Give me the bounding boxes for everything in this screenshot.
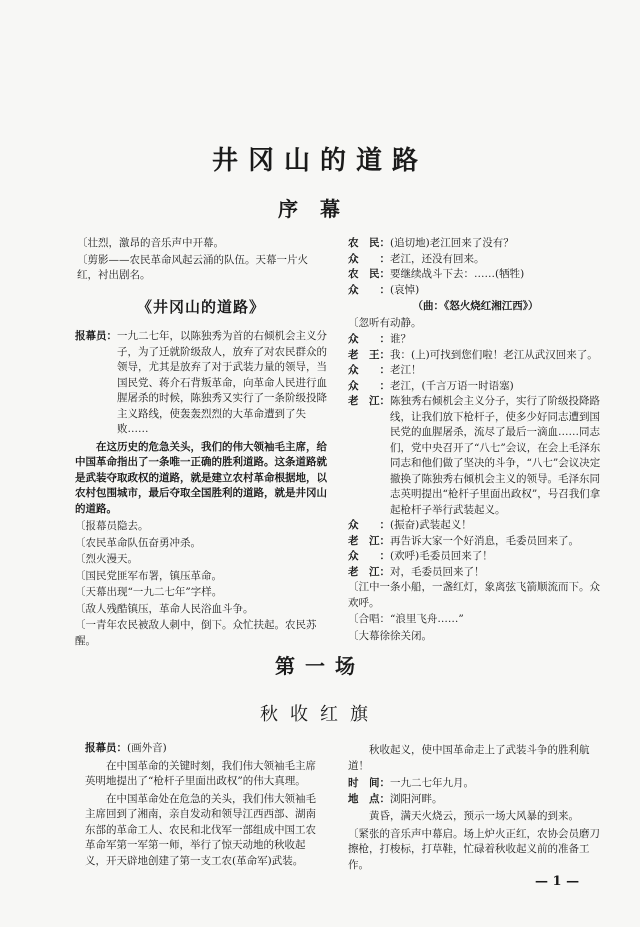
dialogue-line — [348, 283, 603, 299]
speaker-text: 再告诉大家一个好消息，毛委员回来了。 — [390, 534, 579, 547]
speaker-name: 众 ： — [348, 379, 390, 392]
speaker-text: (追切地)老江回来了没有？ — [390, 237, 514, 249]
dialogue-line — [348, 534, 603, 550]
speaker-name: 众 ： — [348, 283, 390, 296]
speaker-text: 浏阳河畔。 — [390, 792, 443, 805]
stage-direction: 〔报幕员隐去。 — [75, 520, 149, 532]
stage-direction: 〔江中一条小船，一盏红灯，象离弦飞箭顺流而下。众欢呼。 — [348, 581, 600, 609]
dialogue-line — [348, 379, 603, 395]
speaker-name: 老 江： — [348, 534, 390, 547]
stage-direction: 〔一青年农民被敌人刺中，倒下。众忙扶起。农民苏醒。 — [75, 619, 317, 647]
time-line — [348, 776, 603, 792]
speaker-text: 陈独秀右倾机会主义分子，实行了阶级投降路线，让我们放下枪杆子，使多少好同志遭到国民党的血腥屠杀，流尽了最后一滴血……同志们，党中央召开了“八七”会议，在会上毛泽东同志和他们做了坚决的斗争，“八七”会议决定撤换了陈独秀右倾机会主义的领导。毛泽东同志英明提出“枪杆子里面出政权”，号召我们拿起枪杆子举行武装起义。 — [390, 395, 601, 516]
dialogue-line — [348, 363, 603, 379]
speaker-name: 众 ： — [348, 364, 390, 376]
stage-direction: 〔农民革命队伍奋勇冲杀。 — [75, 536, 201, 549]
speaker-text: 对，毛委员回来了！ — [390, 565, 485, 578]
speaker-text: 老江，(千言万语一时语塞) — [390, 379, 514, 392]
speaker-name: 时 间： — [348, 777, 390, 789]
narrator-line — [85, 741, 325, 757]
stage-direction: 〔天幕出现“一九二七年”字样。 — [75, 586, 223, 598]
stage-direction: 〔紧张的音乐声中幕启。场上炉火正红，农协会员磨刀擦枪，打梭标，打草鞋，忙碌着秋收起义前的准备工作。 — [348, 827, 600, 871]
narration-paragraph: 秋收起义，使中国革命走上了武装斗争的胜利航道！ — [348, 744, 590, 772]
prologue-left-column — [75, 236, 327, 650]
stage-direction: 〔烈火漫天。 — [75, 553, 138, 565]
speaker-text: (欢呼)毛委员回来了！ — [390, 550, 493, 562]
dialogue-line — [348, 394, 603, 518]
dialogue-line — [348, 236, 603, 252]
speaker-name: 农 民： — [348, 237, 390, 249]
speaker-text: 老江，还没有回来。 — [390, 252, 485, 265]
narrator-line — [75, 329, 327, 438]
scene-heading: 第一场 — [275, 654, 365, 678]
prologue-right-column — [348, 236, 603, 645]
speaker-name: 众 ： — [348, 252, 390, 265]
drama-subtitle: 《井冈山的道路》 — [136, 297, 265, 316]
dialogue-line — [348, 332, 603, 348]
stage-direction: 〔合唱：“浪里飞舟……” — [348, 613, 464, 625]
prologue-heading: 序幕 — [278, 197, 362, 221]
narration-paragraph: 在中国革命处在危急的关头，我们伟大领袖毛主席回到了湘南，亲自发动和领导江西西部、湖南东部的革命工人、农民和北伐军一部组成中国工农革命军第一军第一师，举行了惊天动地的秋收起义，开天辟地创建了第一支工农(革命军)武装。 — [85, 792, 316, 867]
speaker-text: 要继续战斗下去：……(牺牲) — [390, 268, 525, 280]
stage-direction: 〔忽听有动静。 — [348, 316, 422, 329]
dialogue-line — [348, 565, 603, 581]
stage-direction: 〔国民党匪军布署，镇压革命。 — [75, 569, 222, 582]
narration-paragraph: 黄昏，满天火烧云，预示一场大风暴的到来。 — [369, 810, 579, 822]
stage-direction: 〔敌人残酷镇压，革命人民浴血斗争。 — [75, 602, 254, 615]
speaker-name: 农 民： — [348, 268, 390, 280]
speaker-name: 众 ： — [348, 333, 390, 345]
narration-paragraph: 在中国革命的关键时刻，我们伟大领袖毛主席英明地提出了“枪杆子里面出政权”的伟大真理。 — [85, 759, 316, 787]
speaker-text: 我：(上)可找到您们啦！老江从武汉回来了。 — [390, 348, 598, 361]
speaker-text: 一九二七年九月。 — [390, 777, 474, 789]
scene-right-column — [348, 741, 603, 874]
dialogue-line — [348, 518, 603, 534]
speaker-name: 老 王： — [348, 348, 390, 361]
speaker-name: 众 ： — [348, 519, 390, 531]
speaker-name: 地 点： — [348, 792, 390, 805]
play-title: 井冈山的道路 — [211, 146, 428, 176]
dialogue-line — [348, 267, 603, 283]
speaker-text: 谁？ — [390, 333, 411, 345]
speaker-name: 报幕员： — [85, 742, 127, 754]
speaker-name: 老 江： — [348, 565, 390, 578]
speaker-text: 一九二七年，以陈独秀为首的右倾机会主义分子，为了迁就阶级敌人，放弃了对农民群众的领导，尤其是放弃了对于武装力量的领导，当国民党、蒋介石背叛革命，向革命人民进行血腥屠杀的时候，陈独秀又实行了一条阶级投降主义路线，使轰轰烈烈的大革命遭到了失败…… — [117, 330, 327, 435]
scene-subtitle: 秋收红旗 — [260, 704, 380, 725]
narration-paragraph: 在这历史的危急关头，我们的伟大领袖毛主席，给中国革命指出了一条唯一正确的胜利道路。这条道路就是武装夺取政权的道路，就是建立农村革命根据地，以农村包围城市，最后夺取全国胜利的道路，就是井冈山的道路。 — [75, 440, 327, 515]
page-number: — 1 — — [535, 874, 580, 889]
scene-left-column — [85, 741, 325, 871]
stage-direction: 〔大幕徐徐关闭。 — [348, 629, 432, 642]
speaker-text: (哀悼) — [390, 283, 420, 296]
dialogue-line — [348, 252, 603, 268]
stage-direction: 〔壮烈，激昂的音乐声中开幕。 — [77, 237, 224, 249]
dialogue-line — [348, 348, 603, 364]
speaker-name: 报幕员： — [75, 330, 117, 342]
place-line — [348, 792, 603, 808]
speaker-name: 众 ： — [348, 550, 390, 562]
speaker-text: 老江！ — [390, 364, 422, 376]
speaker-text: (振奋)武装起义！ — [390, 519, 472, 531]
dialogue-line — [348, 549, 603, 565]
stage-direction: 〔剪影——农民革命风起云涌的队伍。天幕一片火红，衬出剧名。 — [77, 253, 308, 281]
speaker-name: 老 江： — [348, 395, 390, 407]
song-title: （曲：《怒火烧红湘江西》） — [412, 300, 539, 312]
speaker-text: (画外音) — [127, 742, 167, 754]
